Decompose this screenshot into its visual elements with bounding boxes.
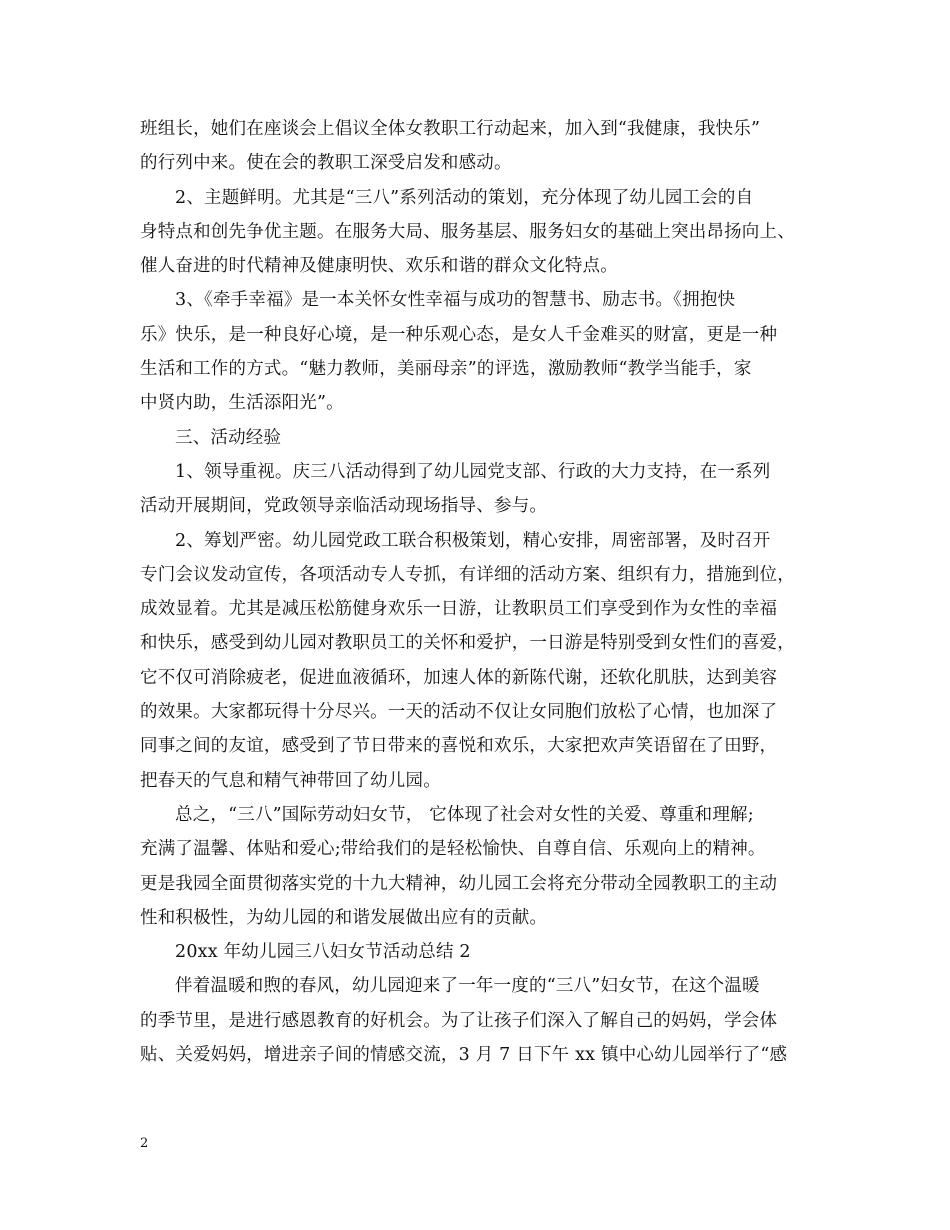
text-line: 催人奋进的时代精神及健康明快、欢乐和谐的群众文化特点。: [140, 256, 618, 277]
text-line: 乐》快乐，是一种良好心境，是一种乐观心态，是女人千金难买的财富，更是一种: [140, 324, 778, 345]
text-line: 专门会议发动宣传，各项活动专人专抓，有详细的活动方案、组织有力，措施到位，: [140, 564, 795, 585]
text-line: 三、活动经验: [175, 427, 282, 448]
text-line: 贴、关爱妈妈，增进亲子间的情感交流，3 月 7 日下午 xx 镇中心幼儿园举行了“感: [140, 1045, 788, 1066]
text-line: 它不仅可消除疲老，促进血液循环，加速人体的新陈代谢，还软化肌肤，达到美容: [140, 667, 778, 688]
text-line: 同事之间的友谊，感受到了节日带来的喜悦和欢乐，大家把欢声笑语留在了田野，: [140, 736, 778, 757]
text-line: 2、主题鲜明。尤其是“三八”系列活动的策划，充分体现了幼儿园工会的自: [175, 187, 754, 208]
text-line: 更是我园全面贯彻落实党的十九大精神，幼儿园工会将充分带动全园教职工的主动: [140, 873, 778, 894]
text-line: 1、领导重视。庆三八活动得到了幼儿园党支部、行政的大力支持，在一系列: [175, 461, 771, 482]
text-line: 充满了温馨、体贴和爱心;带给我们的是轻松愉快、自尊自信、乐观向上的精神。: [140, 839, 766, 860]
text-line: 2、筹划严密。幼儿园党政工联合积极策划，精心安排，周密部署，及时召开: [175, 530, 771, 551]
text-line: 的季节里，是进行感恩教育的好机会。为了让孩子们深入了解自己的妈妈，学会体: [140, 1010, 778, 1031]
text-line: 成效显着。尤其是减压松筋健身欢乐一日游，让教职员工们享受到作为女性的幸福: [140, 599, 778, 620]
text-line: 的效果。大家都玩得十分尽兴。一天的活动不仅让女同胞们放松了心情，也加深了: [140, 702, 778, 723]
text-line: 中贤内助，生活添阳光”。: [140, 393, 344, 414]
text-line: 把春天的气息和精气神带回了幼儿园。: [140, 770, 441, 791]
text-line: 身特点和创先争优主题。在服务大局、服务基层、服务妇女的基础上突出昂扬向上、: [140, 221, 795, 242]
text-line: 伴着温暖和煦的春风，幼儿园迎来了一年一度的“三八”妇女节，在这个温暖: [175, 976, 760, 997]
text-line: 性和积极性，为幼儿园的和谐发展做出应有的贡献。: [140, 907, 548, 928]
text-line: 和快乐，感受到幼儿园对教职员工的关怀和爱护，一日游是特别受到女性们的喜爱，: [140, 633, 795, 654]
page-number: 2: [140, 1136, 149, 1151]
document-body: [140, 112, 820, 1072]
text-line: 3、《牵手幸福》是一本关怀女性幸福与成功的智慧书、励志书。《拥抱快: [175, 290, 736, 311]
text-line: 20xx 年幼儿园三八妇女节活动总结 2: [175, 942, 471, 963]
text-line: 总之，“三八”国际劳动妇女节， 它体现了社会对女性的关爱、尊重和理解;: [175, 804, 754, 825]
text-line: 活动开展期间，党政领导亲临活动现场指导、参与。: [140, 496, 548, 517]
text-line: 的行列中来。使在会的教职工深受启发和感动。: [140, 153, 512, 174]
text-line: 生活和工作的方式。“魅力教师，美丽母亲”的评选，激励教师“教学当能手，家: [140, 359, 752, 380]
text-line: 班组长，她们在座谈会上倡议全体女教职工行动起来，加入到“我健康，我快乐”: [140, 119, 761, 139]
